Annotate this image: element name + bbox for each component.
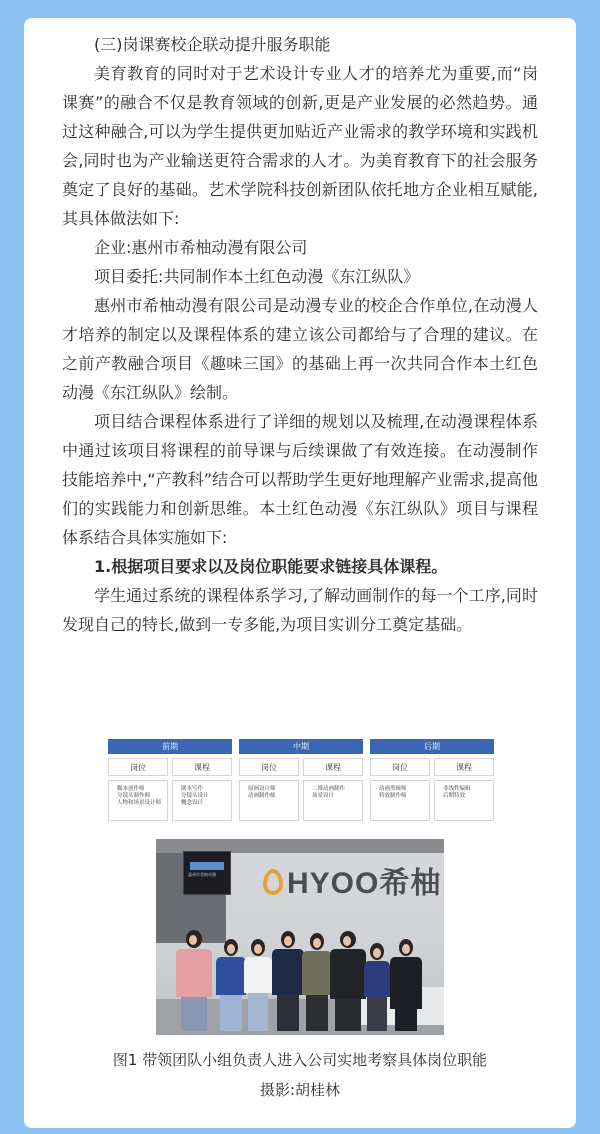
course-position-diagram bbox=[108, 739, 496, 828]
phase-block-pre bbox=[108, 739, 232, 828]
person bbox=[390, 939, 422, 1031]
position-cell bbox=[108, 780, 168, 821]
position-item: 原画设计师 bbox=[248, 786, 276, 792]
position-item: 动画制作师 bbox=[248, 793, 276, 799]
person bbox=[364, 943, 390, 1031]
course-header: 课程 bbox=[303, 758, 363, 776]
course-item: 剧本写作 bbox=[181, 786, 204, 792]
position-item: 脚本创作师 bbox=[117, 786, 145, 792]
course-header: 课程 bbox=[434, 758, 494, 776]
logo-text: HYOO希柚 bbox=[287, 867, 442, 900]
paragraph-company: 惠州市希柚动漫有限公司是动漫专业的校企合作单位,在动漫人才培养的制定以及课程体系的建立该公司都给与了合理的建议。在之前产教融合项目《趣味三国》的基础上再一次共同合作本土红色动漫《东江纵队》绘制。 bbox=[62, 296, 538, 402]
course-cell bbox=[172, 780, 232, 821]
photo-credit: 摄影:胡桂林 bbox=[259, 1081, 341, 1099]
course-item: 后期特效 bbox=[443, 793, 466, 799]
person bbox=[330, 931, 366, 1031]
position-item: 人物和场景设计师 bbox=[117, 800, 162, 806]
person bbox=[176, 930, 212, 1031]
article-body bbox=[62, 30, 538, 639]
position-header: 岗位 bbox=[108, 758, 168, 776]
company-sign-board bbox=[183, 851, 231, 895]
course-item: 非线性编辑 bbox=[443, 786, 471, 792]
position-header: 岗位 bbox=[370, 758, 430, 776]
logo-drop-icon bbox=[263, 869, 283, 895]
sub-heading: 1.根据项目要求以及岗位职能要求链接具体课程。 bbox=[94, 557, 448, 576]
course-cell bbox=[303, 780, 363, 821]
sign-label bbox=[190, 862, 224, 870]
phase-block-mid bbox=[239, 739, 363, 828]
person bbox=[244, 939, 272, 1031]
course-item: 二维动画制作 bbox=[312, 786, 346, 792]
position-item: 动画剪辑师 bbox=[379, 786, 407, 792]
project-line: 项目委托:共同制作本土红色动漫《东江纵队》 bbox=[94, 267, 420, 286]
phase-title: 中期 bbox=[239, 739, 363, 754]
section-heading: (三)岗课赛校企联动提升服务职能 bbox=[94, 35, 331, 54]
position-cell bbox=[239, 780, 299, 821]
phase-block-post bbox=[370, 739, 494, 828]
figure-caption: 图1 带领团队小组负责人进入公司实地考察具体岗位职能 bbox=[112, 1051, 488, 1069]
person bbox=[302, 933, 332, 1031]
paragraph-students: 学生通过系统的课程体系学习,了解动画制作的每一个工序,同时发现自己的特长,做到一专多能,为项目实训分工奠定基础。 bbox=[62, 586, 538, 634]
person bbox=[216, 939, 246, 1031]
course-item: 分镜头设计 bbox=[181, 793, 209, 799]
position-item: 特效制作师 bbox=[379, 793, 407, 799]
paragraph-curriculum: 项目结合课程体系进行了详细的规划以及梳理,在动漫课程体系中通过该项目将课程的前导课与后续课做了有效连接。在动漫制作技能培养中,“产教科”结合可以帮助学生更好地理解产业需求,提高他们的实践能力和创新思维。本土红色动漫《东江纵队》项目与课程体系结合具体实施如下: bbox=[62, 412, 538, 547]
person bbox=[272, 931, 304, 1031]
course-item: 概念设计 bbox=[181, 800, 204, 806]
paragraph-intro: 美育教育的同时对于艺术设计专业人才的培养尤为重要,而“岗课赛”的融合不仅是教育领域的创新,更是产业发展的必然趋势。通过这种融合,可以为学生提供更加贴近产业需求的教学环境和实践机会,同时也为产业输送更符合需求的人才。为美育教育下的社会服务奠定了良好的基础。艺术学院科技创新团队依托地方企业相互赋能,其具体做法如下: bbox=[62, 64, 538, 228]
company-logo bbox=[263, 867, 441, 901]
course-cell bbox=[434, 780, 494, 821]
course-item: 场景设计 bbox=[312, 793, 335, 799]
phase-title: 前期 bbox=[108, 739, 232, 754]
sign-text: 惠州市希柚动漫 bbox=[188, 872, 216, 877]
team-photo bbox=[156, 839, 444, 1035]
phase-title: 后期 bbox=[370, 739, 494, 754]
course-header: 课程 bbox=[172, 758, 232, 776]
enterprise-line: 企业:惠州市希柚动漫有限公司 bbox=[94, 238, 308, 257]
position-item: 分镜头制作师 bbox=[117, 793, 151, 799]
position-cell bbox=[370, 780, 430, 821]
position-header: 岗位 bbox=[239, 758, 299, 776]
